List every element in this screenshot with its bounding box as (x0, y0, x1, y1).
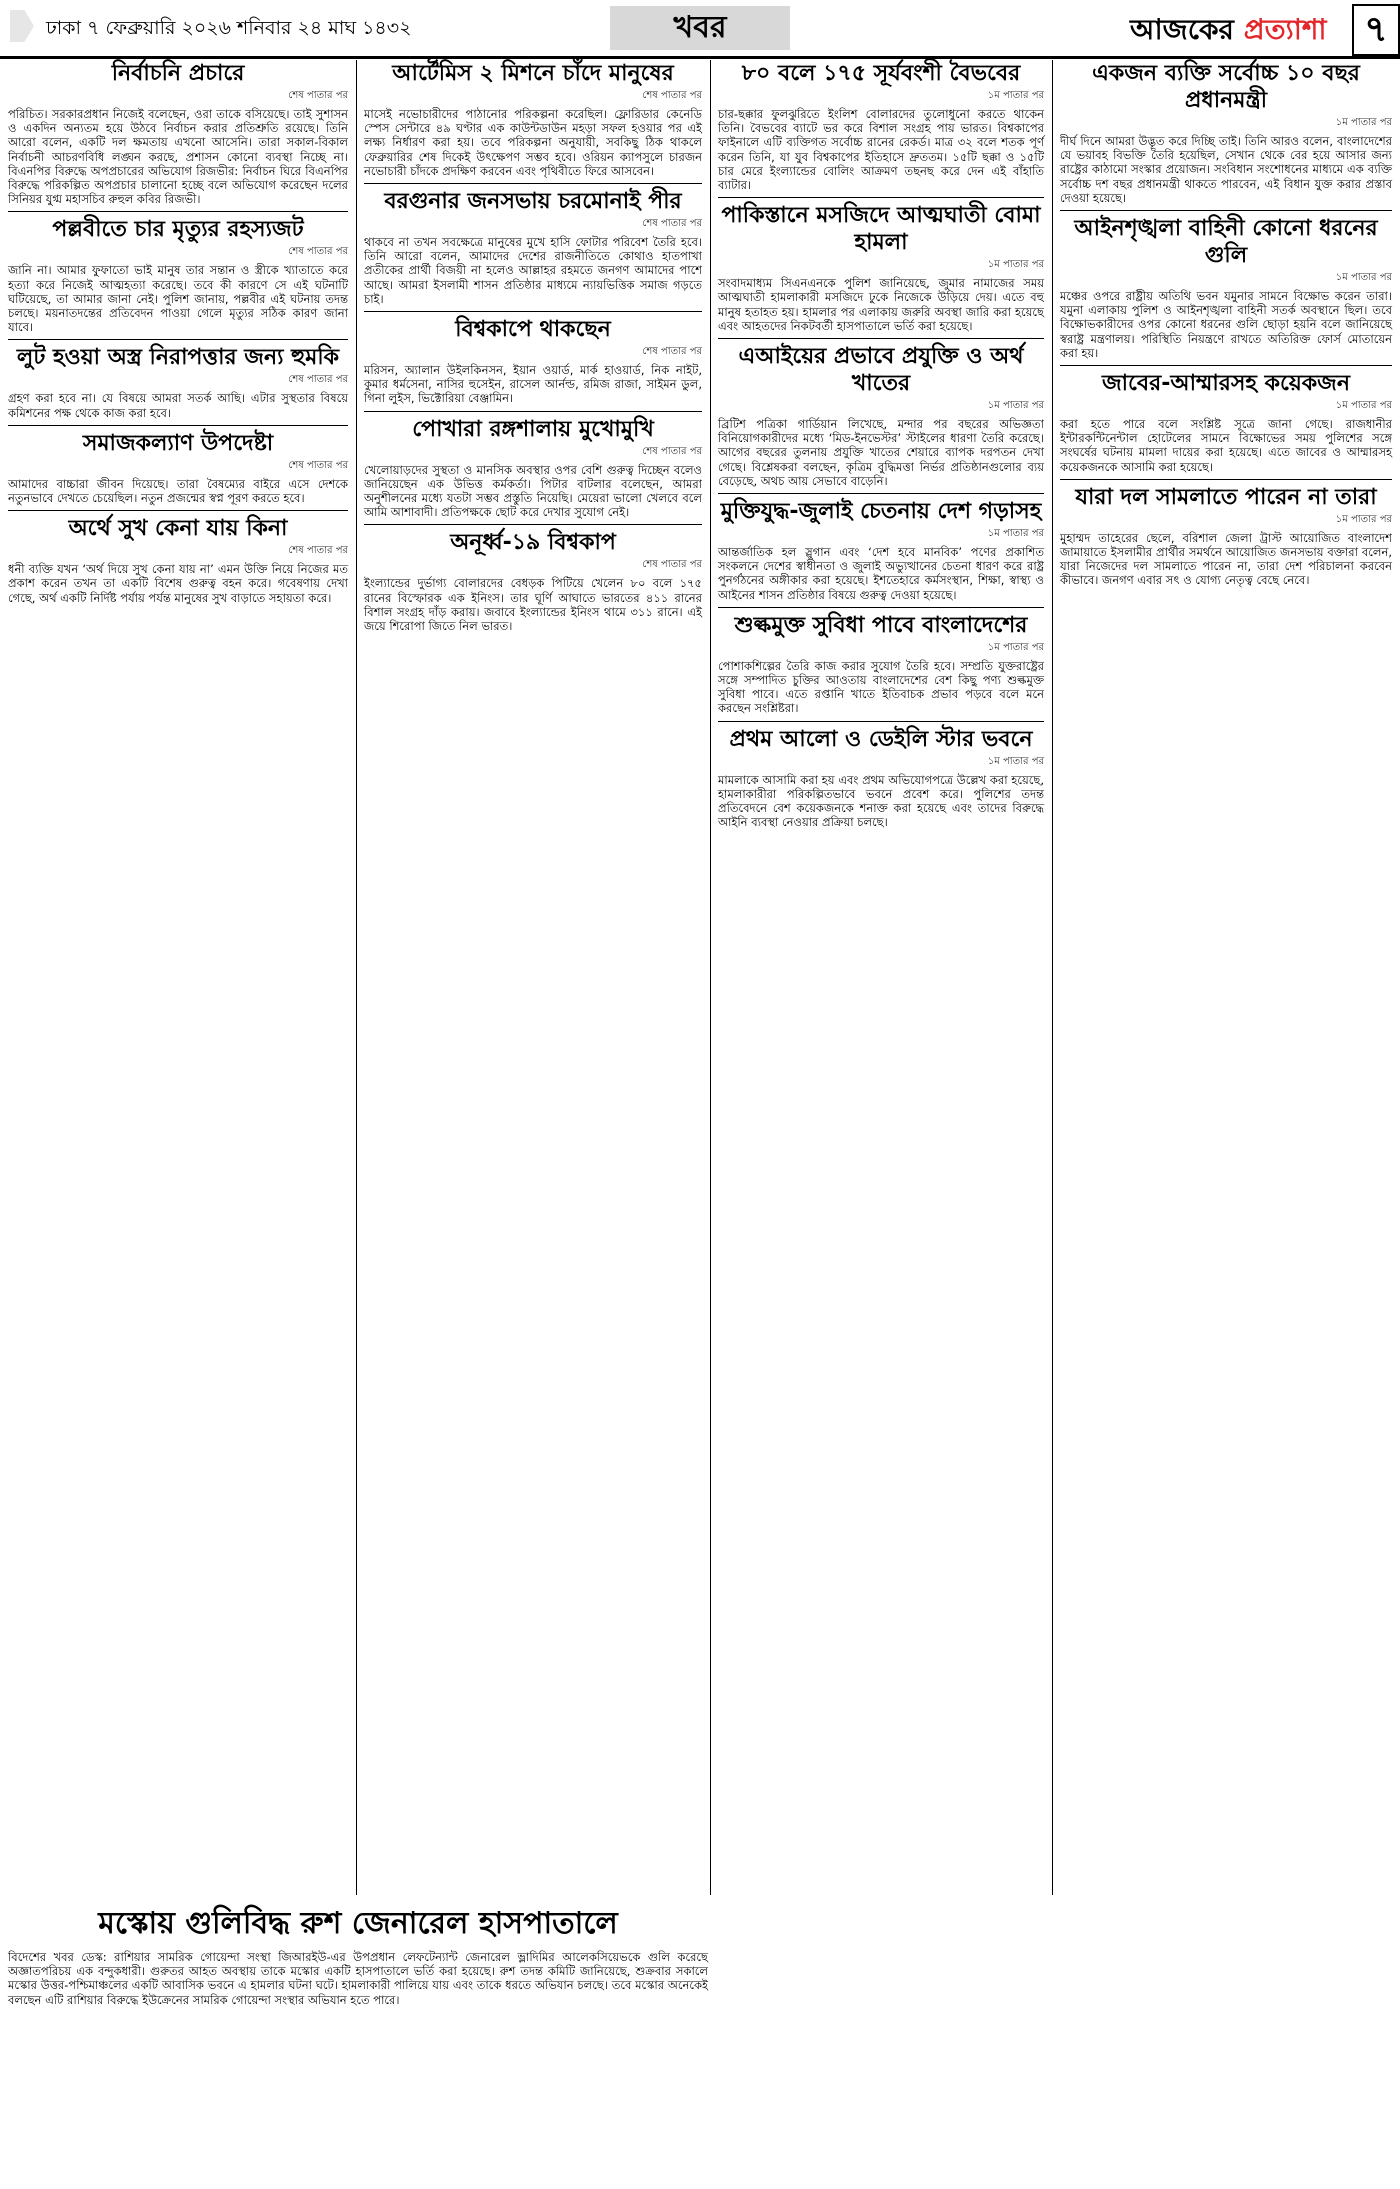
article-headline: পাকিস্তানে মসজিদে আত্মঘাতী বোমা হামলা (721, 203, 1041, 256)
article-headline: বরগুনার জনসভায় চরমোনাই পীর (384, 189, 682, 215)
section-title: খবর (610, 6, 790, 50)
article-continuation: ১ম পাতার পর (987, 400, 1044, 412)
article-continuation: ১ম পাতার পর (1335, 272, 1392, 284)
article-9 (364, 416, 702, 520)
column-3 (718, 60, 1044, 834)
article-body: করা হতে পারে বলে সংশ্লিষ্ট সূত্রে জানা গেছে। রাজধানীর ইন্টারকন্টিনেন্টাল হোটেলের সামনে বিক্ষোভের সময় পুলিশের সঙ্গে সংঘর্ষের ঘটনায় মামলা দায়ের করা হয়েছে। এতে জাবের ও আম্মারসহ কয়েকজনকে আসামি করা হয়েছে। (1060, 417, 1392, 474)
divider (1060, 210, 1392, 211)
masthead (0, 0, 1400, 59)
article-body: গ্রহণ করা হবে না। যে বিষয়ে আমরা সতর্ক আছি। এটার সুস্থতার বিষয়ে কমিশনের পক্ষ থেকে কাজ করা হবে। (8, 391, 348, 420)
newspaper-logo (1130, 8, 1327, 55)
column-divider (356, 60, 357, 1895)
divider (364, 311, 702, 312)
article-body: ইংল্যান্ডের দুর্ভাগ্য বোলারদের বেধড়ক পিটিয়ে খেলেন ৮০ বলে ১৭৫ রানের বিস্ফোরক এক ইনিংস। তার ঘূর্ণি আঘাতে ভারতের ৪১১ রানের বিশাল সংগ্রহ দাঁড় করায়। জবাবে ইংল্যান্ডের ইনিংস থামে ৩১১ রানে। এই জয়ে শিরোপা জিতে নিল ভারত। (364, 576, 702, 634)
article-body: মরিসন, অ্যালান উইলকিনসন, ইয়ান ওয়ার্ড, মার্ক হাওয়ার্ড, নিক নাইট, কুমার ধর্মসেনা, নাসির হুসেইন, রাসেল আর্নল্ড, রমিজ রাজা, সাইমন ডুল, গিনা লুইস, ভিক্টোরিয়া বেঞ্জামিন। (364, 363, 702, 406)
article-continuation: ১ম পাতার পর (1335, 400, 1392, 412)
article-headline: সমাজকল্যাণ উপদেষ্টা (82, 430, 274, 456)
article-continuation: শেষ পাতার পর (642, 90, 702, 101)
article-headline: জাবের-আম্মারসহ কয়েকজন (1101, 371, 1350, 397)
column-divider (1052, 60, 1053, 1895)
divider (8, 211, 348, 212)
divider (718, 493, 1044, 494)
divider (8, 510, 348, 511)
article-headline: এআইয়ের প্রভাবে প্রযুক্তি ও অর্থ খাতের (738, 344, 1024, 397)
article-continuation: শেষ পাতার পর (288, 374, 348, 386)
article-continuation: শেষ পাতার পর (288, 459, 348, 471)
article-body: চার-ছক্কার ফুলঝুরিতে ইংলিশ বোলারদের তুলোধুনো করতে থাকেন তিনি। বৈভবের ব্যাটে ভর করে বিশাল সংগ্রহ পায় ভারত। বিশ্বকাপের ফাইনালে এটি ব্যক্তিগত সর্বোচ্চ রানের রেকর্ড। মাত্র ৩২ বলে শতক পূর্ণ করেন তিনি, যা যুব বিশ্বকাপের ইতিহাসে দ্রুততম। ১৫টি ছক্কা ও ১৫টি চার মেরে ইংল্যান্ডের বোলিং আক্রমণ তছনছ করে দেন এই বাঁহাতি ব্যাটার। (718, 107, 1044, 193)
article-body: দীর্ঘ দিনে আমরা উদ্ভূত করে দিচ্ছি তাই। তিনি আরও বলেন, বাংলাদেশের যে ভয়াবহ বিভক্তি তৈরি হয়েছিল, সেখান থেকে বের হয়ে আসার জন্য রাষ্ট্রের কাঠামো সংস্কার প্রয়োজন। সংবিধান সংশোধনের মাধ্যমে এক ব্যক্তি সর্বোচ্চ দশ বছর প্রধানমন্ত্রী থাকতে পারবেন, এই বিধান যুক্ত করার প্রস্তাব দেওয়া হয়েছে। (1060, 134, 1392, 205)
article-body: পোশাকশিল্পের তৈরি কাজ করার সুযোগ তৈরি হবে। সম্প্রতি যুক্তরাষ্ট্রের সঙ্গে সম্পাদিত চুক্তির আওতায় বাংলাদেশের বেশ কিছু পণ্য শুল্কমুক্ত সুবিধা পাবে। এতে রপ্তানি খাতে ইতিবাচক প্রভাব পড়বে বলে মনে করছেন সংশ্লিষ্টরা। (718, 658, 1044, 716)
article-5 (8, 515, 348, 605)
article-continuation: ১ম পাতার পর (987, 528, 1044, 540)
divider (718, 721, 1044, 722)
divider (8, 339, 348, 340)
article-continuation: শেষ পাতার পর (288, 90, 348, 101)
article-headline: ৮০ বলে ১৭৫ সূর্যবংশী বৈভবের (741, 61, 1021, 86)
article-headline: আর্টেমিস ২ মিশনে চাঁদে মানুষের (392, 61, 674, 86)
article-13 (718, 343, 1044, 488)
divider (364, 183, 702, 184)
article-continuation: ১ম পাতার পর (1335, 117, 1392, 128)
article-body: ব্রিটিশ পত্রিকা গার্ডিয়ান লিখেছে, মন্দার পর বছরের অভিজ্ঞতা বিনিয়োগকারীদের মধ্যে ‘মিড-ইনভেস্টর’ স্টাইলের ধারণা তৈরি করেছে। আগের বছরের তুলনায় প্রযুক্তি খাতের শেয়ারে ব্যাপক দরপতন দেখা গেছে। বিশ্লেষকরা বলছেন, কৃত্রিম বুদ্ধিমত্তা নির্ভর প্রতিষ্ঠানগুলোর ব্যয় বেড়েছে, অথচ আয় সেভাবে বাড়েনি। (718, 417, 1044, 488)
article-7 (364, 188, 702, 306)
article-18 (1060, 215, 1392, 360)
article-headline: নির্বাচনি প্রচারে (111, 61, 245, 86)
logo-part-1: আজকের (1130, 13, 1244, 46)
column-2 (364, 60, 702, 638)
article-11 (718, 60, 1044, 192)
divider (364, 524, 702, 525)
article-headline: শুল্কমুক্ত সুবিধা পাবে বাংলাদেশের (734, 612, 1028, 638)
article-19 (1060, 370, 1392, 474)
article-headline: লুট হওয়া অস্ত্র নিরাপত্তার জন্য হুমকি (16, 345, 340, 371)
article-continuation: শেষ পাতার পর (642, 346, 702, 358)
article-headline: অনূর্ধ্ব-১৯ বিশ্বকাপ (450, 530, 616, 556)
article-6 (364, 60, 702, 178)
article-headline: পল্লবীতে চার মৃত্যুর রহস্যজট (52, 217, 304, 243)
divider (364, 411, 702, 412)
article-body: মামলাকে আসামি করা হয় এবং প্রথম অভিযোগপত্রে উল্লেখ করা হয়েছে, হামলাকারীরা পরিকল্পিতভাবে ভবনে প্রবেশ করে। পুলিশের তদন্ত প্রতিবেদনে বেশ কয়েকজনকে শনাক্ত করা হয়েছে এবং তাদের বিরুদ্ধে আইনি ব্যবস্থা নেওয়ার প্রক্রিয়া চলছে। (718, 772, 1044, 830)
divider (718, 197, 1044, 198)
article-16 (718, 726, 1044, 830)
article-headline: আইনশৃঙ্খলা বাহিনী কোনো ধরনের গুলি (1074, 216, 1378, 269)
article-10 (364, 529, 702, 633)
article-body: খেলোয়াড়দের সুস্থতা ও মানসিক অবস্থার ওপর বেশি গুরুত্ব দিচ্ছেন বলেও জানিয়েছেন এক উভিত্ত কর্মকর্তা। পিটার বাটলার বলেছেন, আমরা অনুশীলনের মধ্যে যতটা সম্ভব প্রস্তুতি নিয়েছি। মেয়েরা ভালো খেলবে বলে আমি আশাবাদী। প্রতিপক্ষকে ছোট করে দেখার সুযোগ নেই। (364, 462, 702, 520)
article-1 (8, 60, 348, 206)
article-body: ধনী ব্যক্তি যখন ‘অর্থ দিয়ে সুখ কেনা যায় না’ এমন উক্তি নিয়ে নিজের মত প্রকাশ করেন তখন তা একটি বিশেষ গুরুত্ব বহন করে। গবেষণায় দেখা গেছে, অর্থ একটি নির্দিষ্ট পর্যায় পর্যন্ত মানুষের সুখ বাড়াতে সহায়তা করে। (8, 562, 348, 605)
article-continuation: শেষ পাতার পর (288, 246, 348, 258)
article-12 (718, 202, 1044, 333)
article-body: থাকবে না তখন সবক্ষেত্রে মানুষের মুখে হাসি ফোটার পরিবেশ তৈরি হবে। তিনি আরো বলেন, আমাদের দেশের রাজনীতিতে কোথাও হাতপাখা প্রতীকের প্রার্থী বিজয়ী না হলেও আল্লাহর রহমতে জনগণ আমাদের পাশে আছে। আমরা ইসলামী শাসন প্রতিষ্ঠার মাধ্যমে ন্যায়ভিত্তিক সমাজ গড়তে চাই। (364, 235, 702, 306)
article-body: জানি না। আমার ফুফাতো ভাই মানুষ তার সন্তান ও স্ত্রীকে খ্যাতাতে করে হত্যা করে নিজেই আত্মহত্যা করেছে। তবে কী কারণে সে এই ঘটনাটি ঘটিয়েছে, তা আমার জানা নেই। পুলিশ জানায়, পল্লবীর এই ঘটনায় তদন্ত চলছে। ময়নাতদন্তের প্রতিবেদন পাওয়া গেলে মৃত্যুর সঠিক কারণ জানা যাবে। (8, 263, 348, 335)
article-headline: পোখারা রঙ্গশালায় মুখোমুখি (412, 416, 654, 442)
article-continuation: ১ম পাতার পর (987, 259, 1044, 271)
article-continuation: ১ম পাতার পর (987, 641, 1044, 653)
page-flip-arrow-icon[interactable] (10, 10, 34, 42)
article-15 (718, 612, 1044, 716)
article-continuation: ১ম পাতার পর (987, 755, 1044, 767)
article-continuation: শেষ পাতার পর (642, 559, 702, 571)
banner-article-headline: মস্কোয় গুলিবিদ্ধ রুশ জেনারেল হাসপাতালে (98, 1906, 618, 1941)
article-body: সংবাদমাধ্যম সিএনএনকে পুলিশ জানিয়েছে, জুমার নামাজের সময় আত্মঘাতী হামলাকারী মসজিদে ঢুকে নিজেকে উড়িয়ে দেয়। এতে বহু মানুষ হতাহত হয়। হামলার পর এলাকায় জরুরি অবস্থা জারি করা হয়েছে এবং আহতদের নিকটবর্তী হাসপাতালে ভর্তি করা হয়েছে। (718, 276, 1044, 333)
logo-part-2: প্রত্যাশা (1243, 13, 1327, 46)
article-body: মাসেই নভোচারীদের পাঠানোর পরিকল্পনা করেছিল। ফ্লোরিডার কেনেডি স্পেস সেন্টারে ৪৯ ঘণ্টার এক কাউন্টডাউন মহড়া সফল হওয়ার পর এই লক্ষ্য নির্ধারণ করা হয়। তবে পরিকল্পনা অনুযায়ী, সবকিছু ঠিক থাকলে ফেব্রুয়ারির শেষ দিকেই উৎক্ষেপণ সম্ভব হবে। ওরিয়ন ক্যাপসুলে চারজন নভোচারী চাঁদকে প্রদক্ষিণ করবেন এবং পৃথিবীতে ফিরে আসবেন। (364, 107, 702, 178)
article-headline: অর্থে সুখ কেনা যায় কিনা (68, 516, 288, 542)
article-2 (8, 216, 348, 334)
article-8 (364, 316, 702, 406)
article-body: মুহাম্মদ তাহেরের ছেলে, বরিশাল জেলা ট্রাস্ট আয়োজিত বাংলাদেশ জামায়াতে ইসলামীর প্রার্থীর সমর্থনে আয়োজিত জনসভায় বক্তারা বলেন, যারা নিজেদের দল সামলাতে পারেন না, তারা দেশ পরিচালনা করবেন কীভাবে। জনগণ এবার সৎ ও যোগ্য নেতৃত্ব বেছে নেবে। (1060, 530, 1392, 588)
article-body: পরিচিত। সরকারপ্রধান নিজেই বলেছেন, ওরা তাকে বসিয়েছে। তাই সুশাসন ও একদিন অন্যতম হয়ে উঠবে নির্বাচন করার প্রতিশ্রুতি রয়েছে। তিনি আরো বলেন, একটি দল ক্ষমতায় এখনো আসেনি। তারা সকাল-বিকাল নির্বাচনী আচরণবিধি লঙ্ঘন করছে, প্রশাসন কোনো ব্যবস্থা নিচ্ছে না। বিএনপির বিরুদ্ধে অপপ্রচারের অভিযোগ রিজভীর: নির্বাচন ঘিরে বিএনপির বিরুদ্ধে পরিকল্পিত অপপ্রচার চালানো হচ্ছে বলে অভিযোগ করেছেন দলের সিনিয়র যুগ্ম মহাসচিব রুহুল কবির রিজভী। (8, 107, 348, 207)
page-number: ৭ (1352, 4, 1400, 56)
article-headline: বিশ্বকাপে থাকছেন (455, 317, 611, 343)
divider (718, 607, 1044, 608)
divider (1060, 479, 1392, 480)
divider (718, 338, 1044, 339)
article-17 (1060, 60, 1392, 205)
article-headline: মুক্তিযুদ্ধ-জুলাই চেতনায় দেশ গড়াসহ (720, 499, 1042, 525)
article-body: বিদেশের খবর ডেস্ক: রাশিয়ার সামরিক গোয়েন্দা সংস্থা জিআরইউ-এর উপপ্রধান লেফটেন্যান্ট জেনারেল ভ্লাদিমির আলেকসিয়েভকে গুলি করেছে অজ্ঞাতপরিচয় এক বন্দুকধারী। গুরুতর আহত অবস্থায় তাকে মস্কোর একটি হাসপাতালে ভর্তি করা হয়েছে। রুশ তদন্ত কমিটি জানিয়েছে, শুক্রবার সকালে মস্কোর উত্তর-পশ্চিমাঞ্চলের একটি আবাসিক ভবনে এ হামলার ঘটনা ঘটে। হামলাকারী পালিয়ে যায় এবং তাকে ধরতে অভিযান চলছে। তবে মস্কোর অনেকেই বলছেন এটি রাশিয়ার বিরুদ্ধে ইউক্রেনের সামরিক গোয়েন্দা সংস্থার অভিযান হতে পারে। (8, 1950, 708, 2007)
article-headline: যারা দল সামলাতে পারেন না তারা (1075, 484, 1377, 510)
article-continuation: ১ম পাতার পর (1335, 513, 1392, 525)
column-4 (1060, 60, 1392, 593)
banner-article (8, 1950, 708, 2007)
article-continuation: শেষ পাতার পর (288, 545, 348, 557)
article-14 (718, 498, 1044, 602)
divider (1060, 365, 1392, 366)
article-body: আমাদের বাচ্চারা জীবন দিয়েছে। তারা বৈষম্যের বাইরে এসে দেশকে নতুনভাবে দেখতে চেয়েছিল। নতুন প্রজন্মের স্বপ্ন পূরণ করতে হবে। (8, 476, 348, 506)
article-headline: প্রথম আলো ও ডেইলি স্টার ভবনে (729, 726, 1033, 752)
article-headline: একজন ব্যক্তি সর্বোচ্চ ১০ বছর প্রধানমন্ত্রী (1092, 61, 1360, 113)
article-body: মঞ্চের ওপরে রাষ্ট্রীয় অতিথি ভবন যমুনার সামনে বিক্ষোভ করেন তারা। যমুনা এলাকায় পুলিশ ও আইনশৃঙ্খলা বাহিনী সতর্ক অবস্থানে ছিল। তবে বিক্ষোভকারীদের ওপর কোনো ধরনের গুলি ছোড়া হয়নি বলে জানিয়েছে স্বরাষ্ট্র মন্ত্রণালয়। পরিস্থিতি নিয়ন্ত্রণে রাখতে অতিরিক্ত ফোর্স মোতায়েন করা হয়। (1060, 289, 1392, 360)
article-continuation: শেষ পাতার পর (642, 445, 702, 457)
article-3 (8, 344, 348, 419)
column-1 (8, 60, 348, 610)
article-continuation: ১ম পাতার পর (987, 90, 1044, 101)
date-line: ঢাকা ৭ ফেব্রুয়ারি ২০২৬ শনিবার ২৪ মাঘ ১৪৩২ (46, 17, 412, 39)
article-20 (1060, 484, 1392, 588)
article-body: আন্তর্জাতিক হল স্লুগান এবং ‘দেশ হবে মানবিক’ পণের প্রকাশিত সংকলনে দেশের স্বাধীনতা ও জুলাই অভ্যুত্থানের চেতনা ধারণ করে রাষ্ট্র পুনর্গঠনের অঙ্গীকার করা হয়েছে। ইশতেহারে কর্মসংস্থান, শিক্ষা, স্বাস্থ্য ও আইনের শাসন প্রতিষ্ঠার বিষয়ে গুরুত্ব দেওয়া হয়েছে। (718, 545, 1044, 602)
divider (8, 425, 348, 426)
article-4 (8, 430, 348, 505)
column-divider (710, 60, 711, 1895)
article-continuation: শেষ পাতার পর (642, 218, 702, 230)
